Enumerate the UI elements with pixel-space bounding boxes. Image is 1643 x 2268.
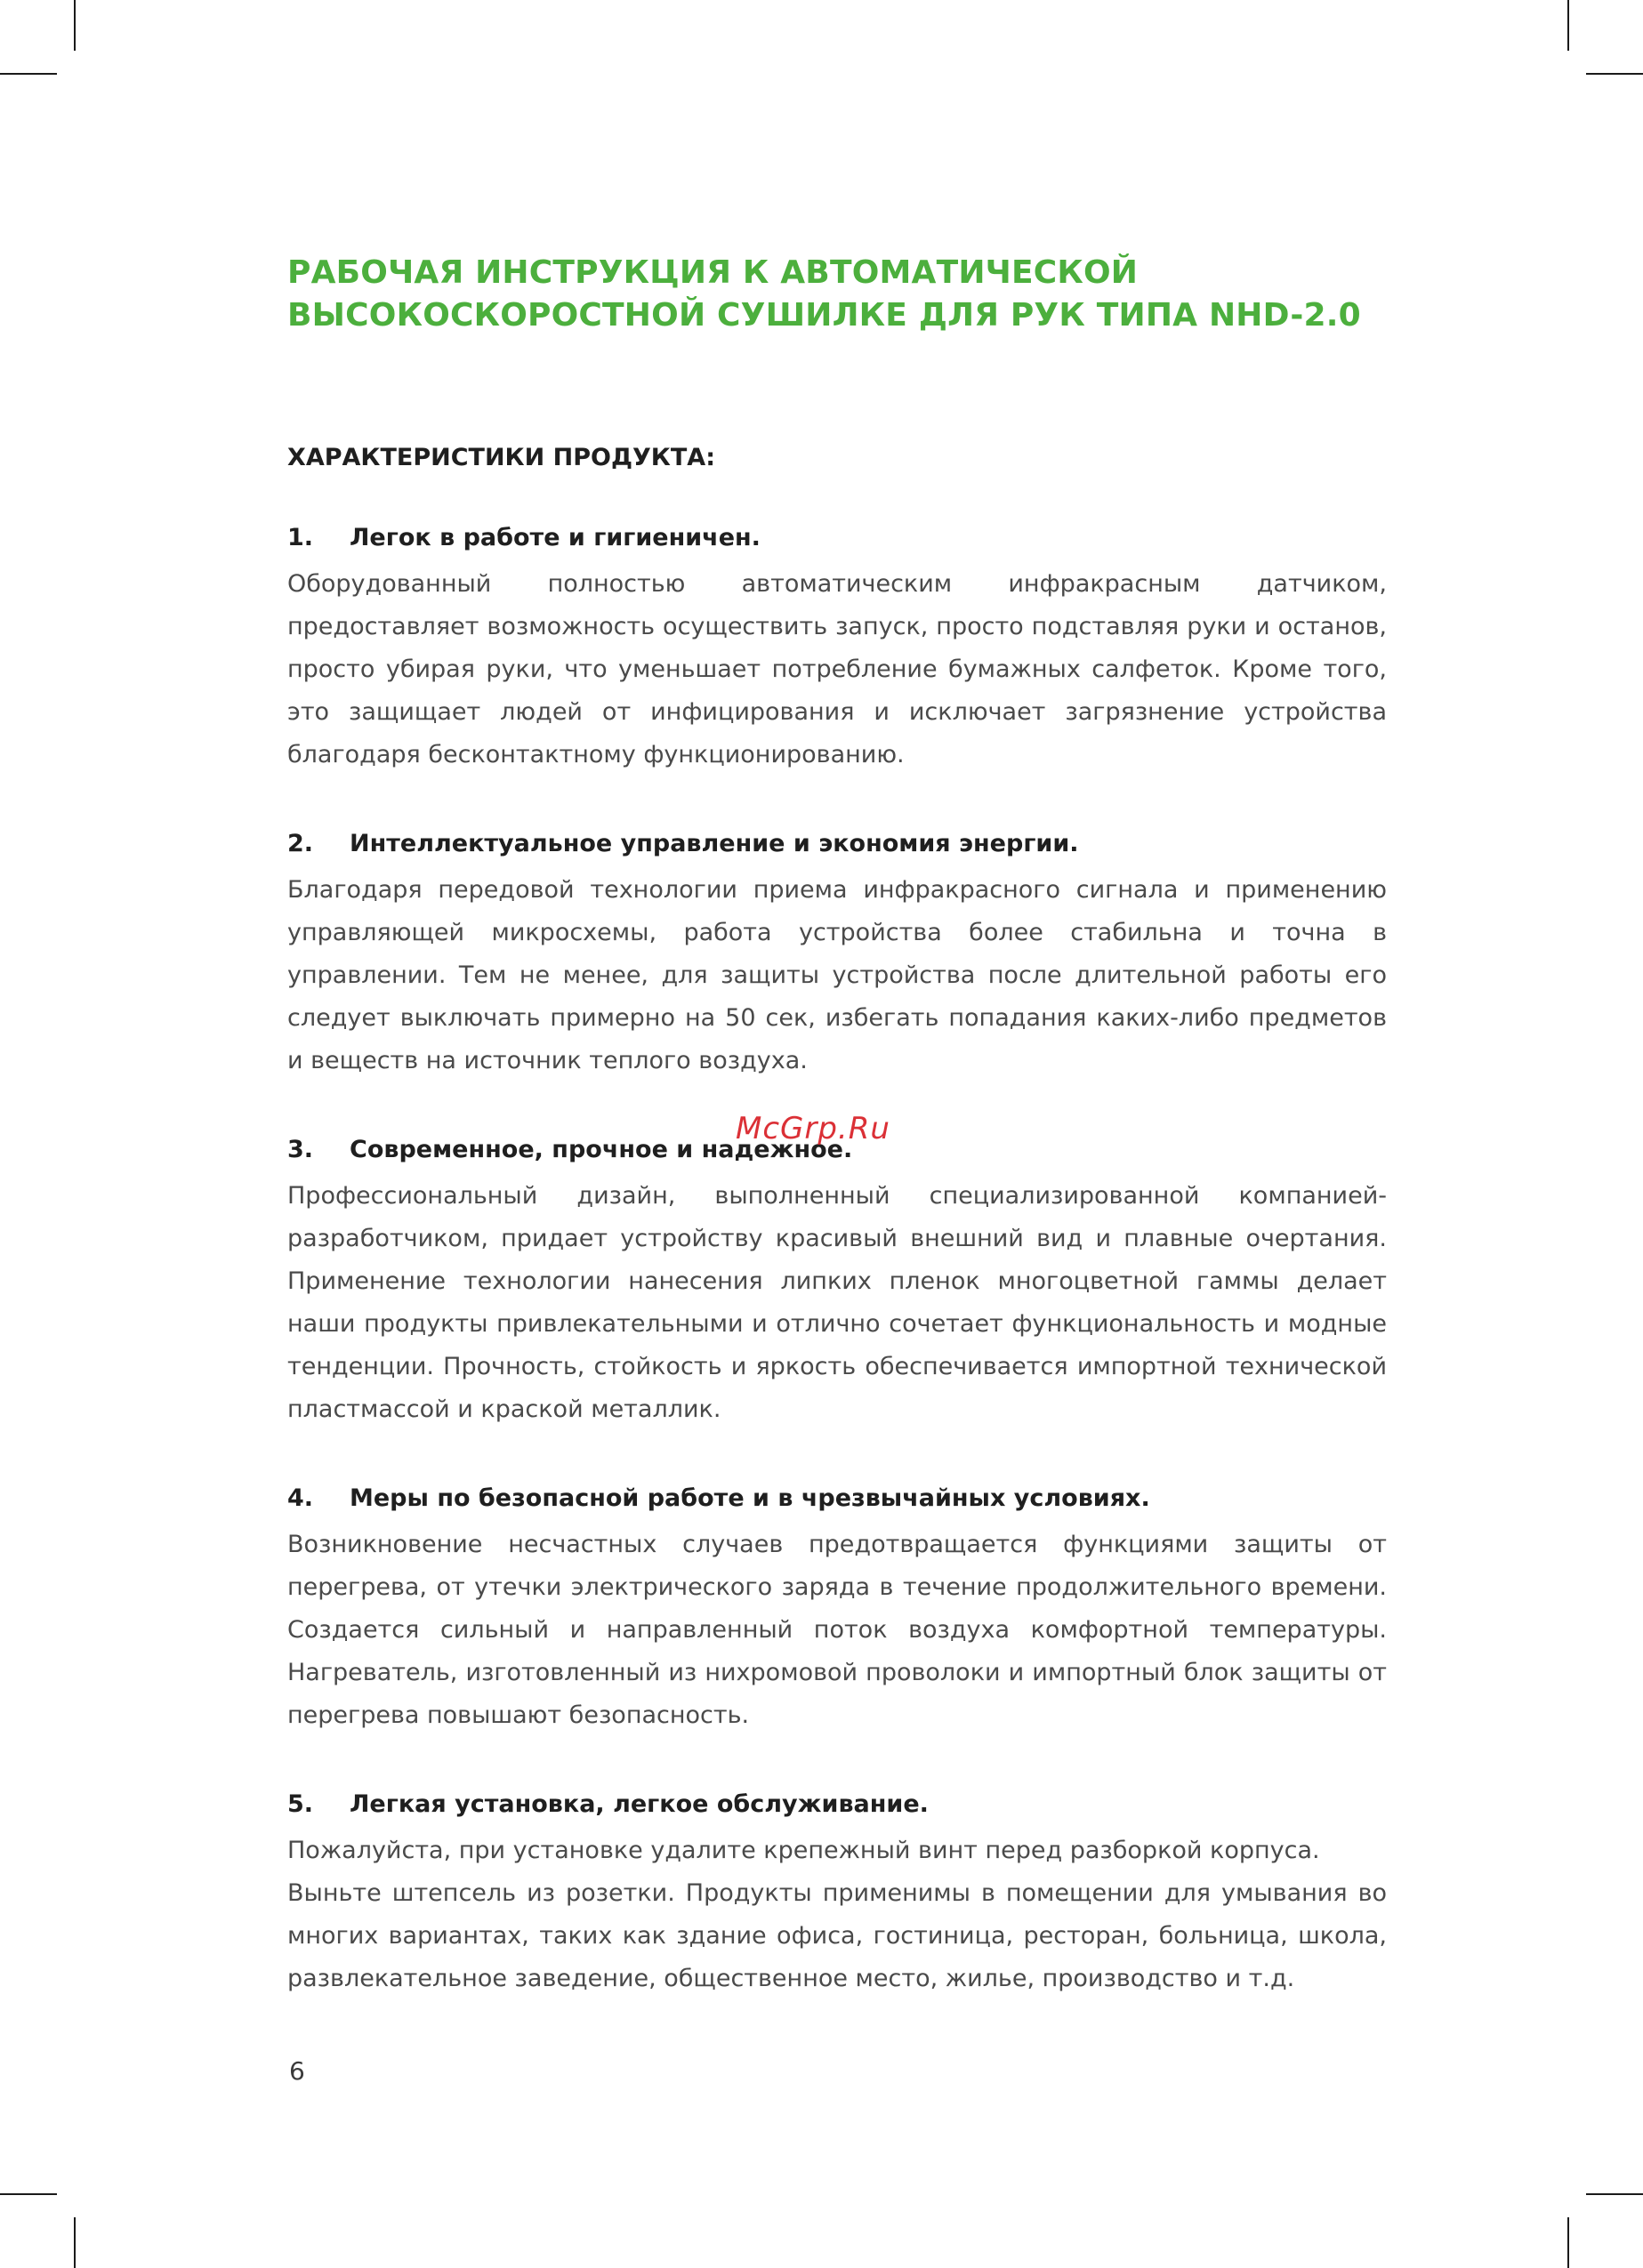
watermark-text: McGrp.Ru: [736, 1111, 890, 1146]
feature-item-2: [287, 828, 1387, 1082]
feature-item-1: [287, 522, 1387, 776]
document-title: [287, 252, 1387, 337]
page-number: 6: [289, 2056, 305, 2086]
feature-paragraph: Благодаря передовой технологии приема инфракрасного сигнала и применению управляющей микросхемы, работа устройства более стабильна и точна в управлении. Тем не менее, для защиты устройства после длительной работы его следует выключать примерно на 50 сек, избегать попадания каких-либо предметов и веществ на источник теплого воздуха.: [287, 876, 1387, 1074]
feature-number: 3.: [287, 1136, 314, 1163]
feature-number: 4.: [287, 1484, 314, 1512]
feature-title: Интеллектуальное управление и экономия энергии.: [350, 830, 1079, 857]
feature-heading-5: [287, 1789, 1387, 1821]
feature-paragraph: Возникновение несчастных случаев предотвращается функциями защиты от перегрева, от утечки электрического заряда в течение продолжительного времени. Создается сильный и направленный поток воздуха комфортной температуры. Нагреватель, изготовленный из нихромовой проволоки и импортный блок защиты от перегрева повышают безопасность.: [287, 1531, 1387, 1729]
crop-mark-bottom-left-vertical: [74, 2217, 76, 2268]
crop-mark-bottom-left-horizontal: [0, 2193, 57, 2195]
feature-number: 5.: [287, 1790, 314, 1818]
feature-paragraph: Оборудованный полностью автоматическим инфракрасным датчиком, предоставляет возможность осуществить запуск, просто подставляя руки и останов, просто убирая руки, что уменьшает потребление бумажных салфеток. Кроме того, это защищает людей от инфицирования и исключает загрязнение устройства благодаря бесконтактному функционированию.: [287, 570, 1387, 768]
feature-heading-1: [287, 522, 1387, 554]
feature-body-1: [287, 563, 1387, 776]
feature-body-5: [287, 1830, 1387, 2000]
feature-body-4: [287, 1524, 1387, 1737]
feature-paragraph: Пожалуйста, при установке удалите крепежный винт перед разборкой корпуса.: [287, 1837, 1320, 1864]
crop-mark-top-left-vertical: [74, 0, 76, 51]
feature-paragraph: Профессиональный дизайн, выполненный специализированной компанией-разработчиком, придает устройству красивый внешний вид и плавные очертания. Применение технологии нанесения липких пленок многоцветной гаммы делает наши продукты привлекательными и отлично сочетает функциональность и модные тенденции. Прочность, стойкость и яркость обеспечивается импортной технической пластмассой и краской металлик.: [287, 1182, 1387, 1423]
feature-paragraph: Выньте штепсель из розетки. Продукты применимы в помещении для умывания во многих вариантах, таких как здание офиса, гостиница, ресторан, больница, школа, развлекательное заведение, общественное место, жилье, производство и т.д.: [287, 1879, 1387, 1992]
crop-mark-top-right-vertical: [1567, 0, 1569, 51]
crop-mark-top-right-horizontal: [1586, 73, 1643, 75]
feature-item-3: [287, 1134, 1387, 1431]
title-line-2: ВЫСОКОСКОРОСТНОЙ СУШИЛКЕ ДЛЯ РУК ТИПА NHD-2.0: [287, 297, 1361, 334]
feature-title: Меры по безопасной работе и в чрезвычайных условиях.: [350, 1484, 1150, 1512]
feature-number: 2.: [287, 830, 314, 857]
title-line-1: РАБОЧАЯ ИНСТРУКЦИЯ К АВТОМАТИЧЕСКОЙ: [287, 254, 1139, 291]
crop-mark-bottom-right-vertical: [1567, 2217, 1569, 2268]
feature-title: Современное, прочное и надежное.: [350, 1136, 853, 1163]
crop-mark-bottom-right-horizontal: [1586, 2193, 1643, 2195]
feature-body-3: [287, 1175, 1387, 1431]
feature-item-5: [287, 1789, 1387, 2000]
crop-mark-top-left-horizontal: [0, 73, 57, 75]
feature-heading-2: [287, 828, 1387, 860]
section-heading: ХАРАКТЕРИСТИКИ ПРОДУКТА:: [287, 444, 715, 471]
feature-title: Легок в работе и гигиеничен.: [350, 524, 761, 551]
feature-heading-4: [287, 1483, 1387, 1515]
feature-item-4: [287, 1483, 1387, 1737]
feature-title: Легкая установка, легкое обслуживание.: [350, 1790, 929, 1818]
feature-number: 1.: [287, 524, 314, 551]
feature-body-2: [287, 869, 1387, 1082]
